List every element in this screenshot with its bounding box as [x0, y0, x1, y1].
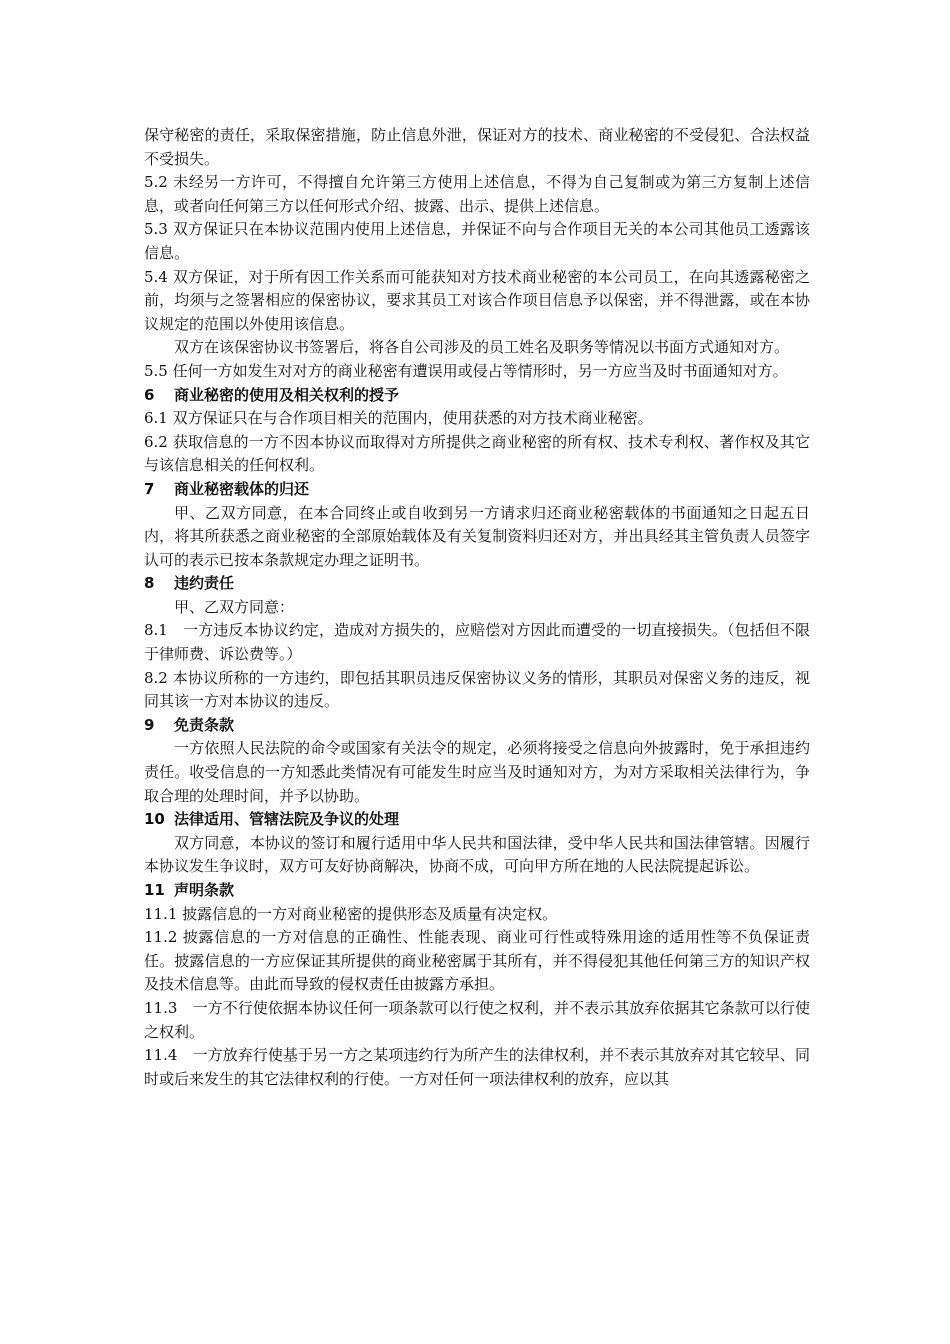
section-11-number: 11: [144, 881, 165, 899]
section-6-heading: [144, 384, 810, 408]
clause-8-intro: 甲、乙双方同意：: [174, 597, 295, 616]
section-7-heading: [144, 478, 810, 502]
clause-6-1: 6.1 双方保证只在与合作项目相关的范围内，使用获悉的对方技术商业秘密。: [144, 409, 653, 428]
clause-8-1: 8.1 一方违反本协议约定，造成对方损失的，应赔偿对方因此而遭受的一切直接损失。（包括但不限于律师费、诉讼费等。）: [144, 621, 810, 664]
section-8-title: 违约责任: [174, 574, 235, 593]
section-6-title: 商业秘密的使用及相关权利的授予: [174, 385, 400, 404]
section-10-number: 10: [144, 810, 165, 829]
clause-5-4: 5.4 双方保证，对于所有因工作关系而可能获知对方技术商业秘密的本公司员工，在向其透露秘密之前，均须与之签署相应的保密协议，要求其员工对该合作项目信息予以保密，并不得泄露，或在本协议规定的范围以外使用该信息。: [144, 267, 810, 333]
clause-11-4: 11.4 一方放弃行使基于另一方之某项违约行为所产生的法律权利，并不表示其放弃对其它较早、同时或后来发生的其它法律权利的行使。一方对任何一项法律权利的放弃，应以其: [144, 1046, 810, 1088]
section-11-heading: [144, 879, 810, 903]
clause-11-2: 11.2 披露信息的一方对信息的正确性、性能表现、商业可行性或特殊用途的适用性等不负保证责任。披露信息的一方应保证其所提供的商业秘密属于其所有，并不得侵犯其他任何第三方的知识产权及技术信息等。由此而导致的侵权责任由披露方承担。: [144, 928, 810, 994]
clause-10: 双方同意，本协议的签订和履行适用中华人民共和国法律，受中华人民共和国法律管辖。因履行本协议发生争议时，双方可友好协商解决，协商不成，可向甲方所在地的人民法院提起诉讼。: [144, 833, 810, 876]
clause-5-3: 5.3 双方保证只在本协议范围内使用上述信息，并保证不向与合作项目无关的本公司其他员工透露该信息。: [144, 220, 810, 262]
section-9-number: 9: [144, 715, 155, 734]
section-7-number: 7: [144, 479, 155, 498]
section-10-title: 法律适用、管辖法院及争议的处理: [174, 810, 400, 829]
clause-9: 一方依照人民法院的命令或国家有关法令的规定，必须将接受之信息向外披露时，免于承担违约责任。收受信息的一方知悉此类情况有可能发生时应当及时通知对方，为对方采取相关法律行为，争取合理的处理时间，并予以协助。: [144, 739, 810, 805]
clause-11-1: 11.1 披露信息的一方对商业秘密的提供形态及质量有决定权。: [144, 904, 558, 923]
document-body: [144, 124, 810, 1091]
section-7-title: 商业秘密载体的归还: [174, 479, 310, 498]
clause-5-5: 5.5 任何一方如发生对对方的商业秘密有遭误用或侵占等情形时，另一方应当及时书面通知对方。: [144, 361, 788, 380]
paragraph-5-1-continued: 保守秘密的责任，采取保密措施，防止信息外泄，保证对方的技术、商业秘密的不受侵犯、合法权益不受损失。: [144, 126, 810, 168]
section-9-heading: [144, 714, 810, 738]
section-6-number: 6: [144, 385, 155, 404]
clause-8-2: 8.2 本协议所称的一方违约，即包括其职员违反保密协议义务的情形，其职员对保密义务的违反，视同其该一方对本协议的违反。: [144, 668, 810, 711]
clause-7: 甲、乙双方同意，在本合同终止或自收到另一方请求归还商业秘密载体的书面通知之日起五日内，将其所获悉之商业秘密的全部原始载体及有关复制资料归还对方，并出具经其主管负责人员签字认可的表示已按本条款规定办理之证明书。: [144, 503, 810, 569]
section-8-heading: [144, 572, 810, 596]
clause-5-2: 5.2 未经另一方许可，不得擅自允许第三方使用上述信息，不得为自己复制或为第三方复制上述信息，或者向任何第三方以任何形式介绍、披露、出示、提供上述信息。: [144, 173, 810, 215]
section-10-heading: [144, 808, 810, 832]
clause-5-4-notice: 双方在该保密协议书签署后，将各自公司涉及的员工姓名及职务等情况以书面方式通知对方。: [174, 338, 790, 357]
section-11-title: 声明条款: [174, 881, 235, 899]
clause-6-2: 6.2 获取信息的一方不因本协议而取得对方所提供之商业秘密的所有权、技术专利权、著作权及其它与该信息相关的任何权利。: [144, 432, 810, 475]
section-9-title: 免责条款: [174, 715, 235, 734]
clause-11-3: 11.3 一方不行使依据本协议任何一项条款可以行使之权利，并不表示其放弃依据其它条款可以行使之权利。: [144, 998, 810, 1041]
section-8-number: 8: [144, 574, 155, 593]
